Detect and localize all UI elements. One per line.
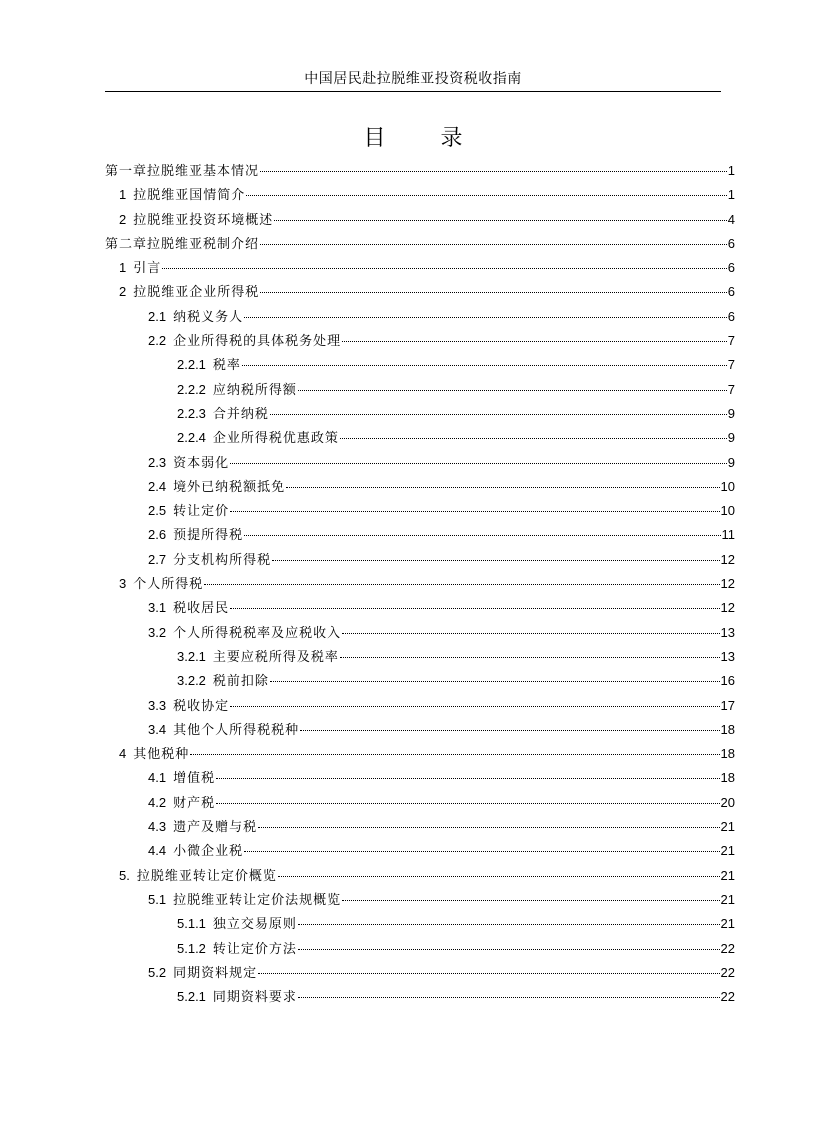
toc-entry-text: 税收协定	[173, 698, 230, 714]
toc-page-number: 18	[720, 746, 735, 762]
toc-entry[interactable]	[105, 913, 735, 937]
toc-entry-label	[177, 986, 297, 1005]
toc-page-number: 21	[720, 819, 735, 835]
toc-entry-text: 个人所得税税率及应税收入	[173, 625, 342, 641]
toc-entry-text: 转让定价方法	[212, 941, 297, 957]
toc-entry[interactable]	[105, 743, 735, 767]
toc-entry-text: 遗产及赠与税	[173, 820, 258, 836]
toc-page-number: 16	[720, 673, 735, 689]
toc-entry-number: 5.1.2	[177, 940, 206, 956]
toc-page-number: 21	[720, 891, 735, 907]
toc-entry[interactable]	[105, 719, 735, 743]
toc-entry-text: 纳税义务人	[173, 309, 244, 325]
toc-page-number: 7	[727, 381, 735, 397]
toc-entry-label	[177, 379, 297, 398]
dot-leader	[300, 730, 719, 731]
toc-entry-text: 个人所得税	[133, 577, 204, 593]
toc-page-number: 10	[720, 503, 735, 519]
toc-page-number: 18	[720, 770, 735, 786]
toc-entry-number: 5.	[119, 867, 130, 883]
toc-entry-text: 税前扣除	[212, 674, 269, 690]
dot-leader	[204, 584, 719, 585]
toc-entry-text: 小微企业税	[173, 844, 244, 860]
toc-title: 目 录	[363, 126, 487, 151]
dot-leader	[340, 657, 720, 658]
toc-entry-label	[148, 840, 243, 859]
toc-entry-label	[148, 622, 341, 641]
toc-entry[interactable]	[105, 354, 735, 378]
toc-entry-label	[148, 330, 341, 349]
toc-entry-label	[177, 913, 297, 932]
toc-entry-text: 拉脱维亚转让定价概览	[136, 868, 277, 884]
toc-page-number: 9	[727, 430, 735, 446]
dot-leader	[342, 900, 719, 901]
toc-entry-number: 2.7	[148, 551, 167, 567]
toc-entry[interactable]	[105, 889, 735, 913]
dot-leader	[260, 292, 727, 293]
toc-entry-number: 2.2	[148, 333, 167, 349]
toc-entry-number: 4.4	[148, 843, 167, 859]
toc-entry[interactable]	[105, 549, 735, 573]
toc-page-number: 13	[720, 648, 735, 664]
toc-entry-number: 4	[119, 746, 127, 762]
toc-entry[interactable]	[105, 622, 735, 646]
toc-page-number: 6	[727, 260, 735, 276]
dot-leader	[230, 511, 719, 512]
toc-entry-text: 资本弱化	[173, 455, 230, 471]
toc-entry[interactable]	[105, 476, 735, 500]
toc-entry-label	[177, 938, 297, 957]
toc-entry-text: 其他税种	[133, 747, 190, 763]
toc-entry-text: 税率	[212, 358, 241, 374]
toc-entry-number: 2.4	[148, 478, 167, 494]
toc-entry-number: 1	[119, 187, 127, 203]
toc-entry[interactable]	[105, 281, 735, 305]
toc-entry-number: 5.1	[148, 891, 167, 907]
toc-entry-text: 分支机构所得税	[173, 552, 272, 568]
toc-page-number: 21	[720, 867, 735, 883]
toc-entry-label	[148, 962, 257, 981]
toc-entry[interactable]	[105, 500, 735, 524]
toc-page-number: 12	[720, 551, 735, 567]
toc-page-number: 21	[720, 843, 735, 859]
dot-leader	[298, 390, 727, 391]
toc-entry-label	[105, 233, 259, 252]
toc-entry[interactable]	[105, 865, 735, 889]
dot-leader	[230, 463, 727, 464]
toc-entry[interactable]	[105, 792, 735, 816]
toc-entry[interactable]	[105, 257, 735, 281]
toc-entry[interactable]	[105, 938, 735, 962]
toc-entry-label	[177, 646, 339, 665]
toc-entry-number: 5.2.1	[177, 989, 206, 1005]
toc-entry-number: 2.2.1	[177, 357, 206, 373]
toc-page-number: 9	[727, 454, 735, 470]
toc-page-number: 11	[721, 527, 735, 543]
dot-leader	[286, 487, 719, 488]
toc-entry-label	[148, 792, 215, 811]
toc-entry-number: 2.6	[148, 527, 167, 543]
toc-entry-label	[148, 476, 285, 495]
dot-leader	[216, 778, 719, 779]
toc-page-number: 7	[727, 357, 735, 373]
dot-leader	[298, 949, 720, 950]
toc-entry-text: 财产税	[173, 795, 216, 811]
toc-entry-number: 3.1	[148, 600, 167, 616]
dot-leader	[340, 438, 727, 439]
toc-page-number: 6	[727, 235, 735, 251]
toc-entry-text: 第二章拉脱维亚税制介绍	[105, 236, 260, 252]
toc-page-number: 12	[720, 576, 735, 592]
toc-entry-number: 2.3	[148, 454, 167, 470]
toc-entry[interactable]	[105, 427, 735, 451]
dot-leader	[246, 195, 727, 196]
dot-leader	[258, 827, 719, 828]
toc-entry-number: 3.3	[148, 697, 167, 713]
toc-entry[interactable]	[105, 160, 735, 184]
toc-entry[interactable]	[105, 573, 735, 597]
toc-page-number: 4	[727, 211, 735, 227]
toc-entry-text: 独立交易原则	[212, 917, 297, 933]
toc-entry[interactable]	[105, 646, 735, 670]
toc-entry-number: 4.2	[148, 794, 167, 810]
toc-entry[interactable]	[105, 379, 735, 403]
toc-page-number: 6	[727, 284, 735, 300]
toc-entry-label	[119, 865, 277, 884]
toc-entry-number: 3.4	[148, 721, 167, 737]
toc-entry-label	[148, 452, 229, 471]
toc-entry-text: 税收居民	[173, 601, 230, 617]
toc-entry-label	[177, 427, 339, 446]
dot-leader	[190, 754, 719, 755]
toc-entry-text: 增值税	[173, 771, 216, 787]
toc-entry[interactable]	[105, 670, 735, 694]
toc-entry-label	[148, 719, 299, 738]
toc-entry-label	[119, 743, 189, 762]
toc-entry-text: 合并纳税	[212, 406, 269, 422]
dot-leader	[270, 681, 720, 682]
toc-entry-number: 2.2.4	[177, 430, 206, 446]
toc-entry-label	[177, 403, 269, 422]
toc-entry-text: 拉脱维亚企业所得税	[133, 285, 260, 301]
toc-entry[interactable]	[105, 986, 735, 1010]
toc-page-number: 7	[727, 333, 735, 349]
toc-entry[interactable]	[105, 524, 735, 548]
toc-entry-label	[119, 281, 259, 300]
toc-entry-number: 2.2.3	[177, 405, 206, 421]
dot-leader	[342, 341, 727, 342]
toc-page-number: 17	[720, 697, 735, 713]
toc-entry-label	[148, 306, 243, 325]
toc-entry-number: 2.2.2	[177, 381, 206, 397]
dot-leader	[298, 924, 720, 925]
header-divider	[105, 91, 721, 92]
dot-leader	[244, 535, 720, 536]
dot-leader	[230, 706, 719, 707]
toc-entry-number: 3	[119, 576, 127, 592]
toc-entry[interactable]	[105, 597, 735, 621]
toc-entry-label	[148, 524, 243, 543]
toc-entry-text: 同期资料规定	[173, 965, 258, 981]
toc-entry-text: 其他个人所得税税种	[173, 722, 300, 738]
toc-entry[interactable]	[105, 695, 735, 719]
toc-entry-label	[119, 184, 245, 203]
dot-leader	[230, 608, 719, 609]
toc-entry[interactable]	[105, 816, 735, 840]
dot-leader	[274, 220, 727, 221]
toc-entry-label	[148, 767, 215, 786]
toc-entry-label	[148, 695, 229, 714]
toc-entry-number: 3.2.1	[177, 648, 206, 664]
toc-entry-text: 拉脱维亚转让定价法规概览	[173, 892, 342, 908]
toc-entry-label	[148, 597, 229, 616]
toc-entry-label	[119, 257, 161, 276]
toc-entry[interactable]	[105, 962, 735, 986]
toc-entry-label	[177, 670, 269, 689]
toc-entry-text: 同期资料要求	[212, 990, 297, 1006]
toc-entry[interactable]	[105, 403, 735, 427]
toc-entry[interactable]	[105, 184, 735, 208]
toc-entry-label	[148, 549, 271, 568]
toc-entry-number: 5.1.1	[177, 916, 206, 932]
toc-entry-text: 预提所得税	[173, 528, 244, 544]
dot-leader	[162, 268, 727, 269]
toc-page-number: 21	[720, 916, 735, 932]
toc-entry-number: 2	[119, 211, 127, 227]
dot-leader	[270, 414, 727, 415]
toc-page-number: 22	[720, 940, 735, 956]
toc-page-number: 13	[720, 624, 735, 640]
toc-entry-label	[105, 160, 259, 179]
toc-entry-label	[148, 500, 229, 519]
toc-entry-number: 3.2.2	[177, 673, 206, 689]
dot-leader	[260, 171, 727, 172]
toc-entry-text: 企业所得税优惠政策	[212, 431, 339, 447]
toc-entry-number: 4.1	[148, 770, 167, 786]
toc-page-number: 6	[727, 308, 735, 324]
toc-entry-text: 拉脱维亚国情简介	[133, 188, 246, 204]
toc-entry[interactable]	[105, 209, 735, 233]
toc-entry-number: 2.5	[148, 503, 167, 519]
toc-entry-text: 主要应税所得及税率	[212, 649, 339, 665]
toc-page-number: 18	[720, 721, 735, 737]
toc-entry-label	[119, 209, 273, 228]
toc-entry-text: 第一章拉脱维亚基本情况	[105, 164, 260, 179]
dot-leader	[298, 997, 720, 998]
table-of-contents	[105, 160, 735, 1010]
toc-entry-text: 境外已纳税额抵免	[173, 479, 286, 495]
toc-entry-label	[148, 889, 341, 908]
toc-page-number: 1	[727, 187, 735, 203]
toc-entry-number: 5.2	[148, 964, 167, 980]
dot-leader	[272, 560, 719, 561]
toc-entry-number: 3.2	[148, 624, 167, 640]
dot-leader	[260, 244, 727, 245]
toc-entry-text: 拉脱维亚投资环境概述	[133, 212, 274, 228]
dot-leader	[342, 633, 719, 634]
toc-entry-label	[119, 573, 203, 592]
dot-leader	[244, 317, 727, 318]
toc-page-number: 20	[720, 794, 735, 810]
toc-entry-text: 应纳税所得额	[212, 382, 297, 398]
toc-page-number: 10	[720, 478, 735, 494]
toc-entry[interactable]	[105, 767, 735, 791]
toc-page-number: 22	[720, 989, 735, 1005]
toc-page-number: 9	[727, 405, 735, 421]
dot-leader	[244, 851, 719, 852]
toc-entry-number: 2	[119, 284, 127, 300]
toc-entry-text: 转让定价	[173, 504, 230, 520]
toc-entry[interactable]	[105, 233, 735, 257]
dot-leader	[242, 365, 727, 366]
toc-entry[interactable]	[105, 330, 735, 354]
toc-entry-text: 企业所得税的具体税务处理	[173, 334, 342, 350]
toc-page-number: 1	[727, 163, 735, 178]
toc-entry-number: 4.3	[148, 819, 167, 835]
toc-page-number: 22	[720, 964, 735, 980]
running-header-title: 中国居民赴拉脱维亚投资税收指南	[304, 71, 522, 87]
toc-entry-number: 2.1	[148, 308, 167, 324]
toc-entry-text: 引言	[133, 261, 162, 277]
toc-entry-label	[177, 354, 241, 373]
toc-entry[interactable]	[105, 306, 735, 330]
dot-leader	[216, 803, 719, 804]
dot-leader	[278, 876, 720, 877]
toc-entry[interactable]	[105, 452, 735, 476]
toc-page-number: 12	[720, 600, 735, 616]
dot-leader	[258, 973, 719, 974]
toc-entry-label	[148, 816, 257, 835]
toc-entry[interactable]	[105, 840, 735, 864]
toc-entry-number: 1	[119, 260, 127, 276]
